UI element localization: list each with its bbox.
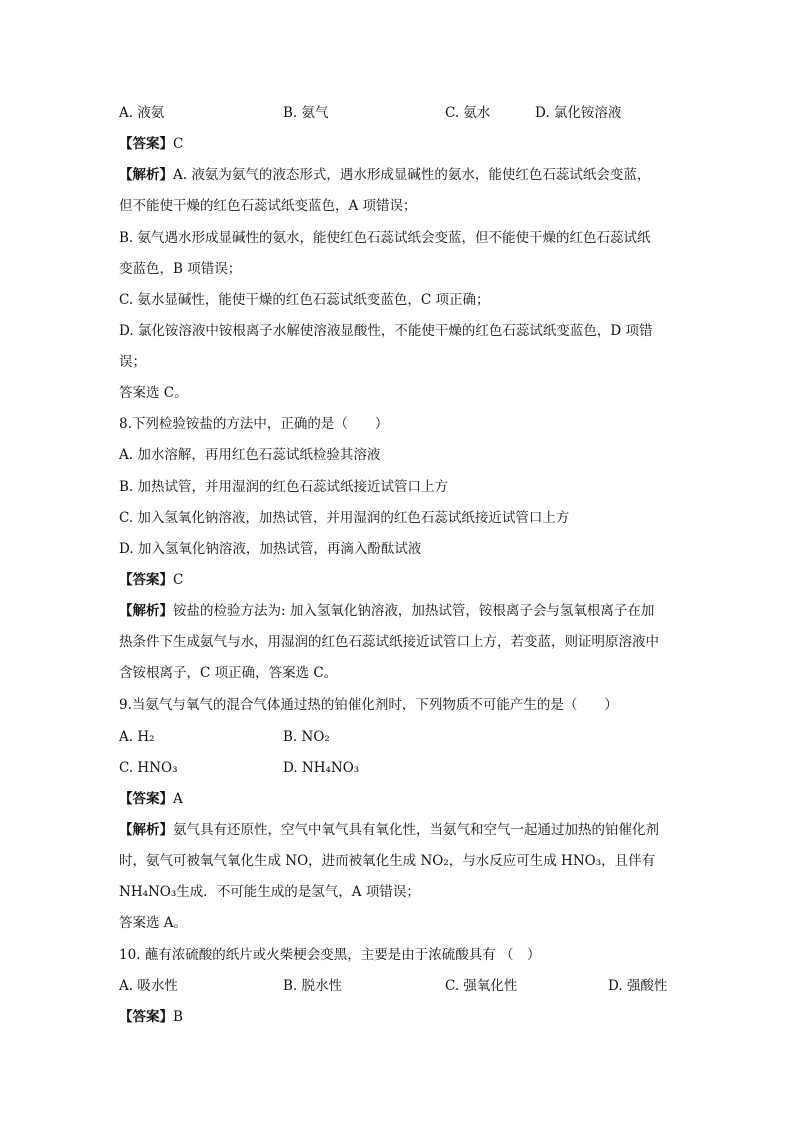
q7-analysis-line-3: B. 氨气遇水形成显碱性的氨水，能使红色石蕊试纸会变蓝，但不能使干燥的红色石蕊试纸 [119,230,651,246]
q7-option-d: D. 氯化铵溶液 [535,105,622,121]
q9-answer [119,790,183,808]
q9-option-b: B. NO₂ [283,729,330,745]
q7-analysis-line-4: 变蓝色，B 项错误； [119,261,242,277]
q10-answer [119,1008,183,1026]
answer-value: B [173,1009,183,1025]
answer-label: 【答案】 [119,791,173,807]
answer-value: C [173,136,184,152]
analysis-text: A. 液氨为氨气的液态形式，遇水形成显碱性的氨水，能使红色石蕊试纸会变蓝， [173,167,651,183]
q7-conclusion: 答案选 C。 [119,385,188,401]
q7-option-c: C. 氨水 [445,105,491,121]
q10-option-d: D. 强酸性 [608,978,668,994]
q8-analysis-line-2: 热条件下生成氨气与水，用湿润的红色石蕊试纸接近试管口上方，若变蓝，则证明原溶液中 [119,634,659,650]
q7-analysis-line-2: 但不能使干燥的红色石蕊试纸变蓝色，A 项错误； [119,198,417,214]
q7-analysis-line-7: 误； [119,354,146,370]
q9-analysis-line-2: 时，氨气可被氧气氧化生成 NO，进而被氧化生成 NO₂，与水反应可生成 HNO₃，且伴有 [119,853,656,869]
q8-answer [119,571,183,589]
q9-conclusion: 答案选 A。 [119,915,188,931]
answer-label: 【答案】 [119,1009,173,1025]
q8-option-c: C. 加入氢氧化钠溶液，加热试管，并用湿润的红色石蕊试纸接近试管口上方 [119,510,570,526]
answer-label: 【答案】 [119,572,173,588]
q8-option-b: B. 加热试管，并用湿润的红色石蕊试纸接近试管口上方 [119,479,449,495]
q9-option-a: A. H₂ [119,729,155,745]
q8-stem: 8.下列检验铵盐的方法中，正确的是（ ） [119,416,389,432]
answer-value: A [173,791,183,807]
q7-analysis-line-5: C. 氨水显碱性，能使干燥的红色石蕊试纸变蓝色，C 项正确； [119,292,490,308]
answer-label: 【答案】 [119,136,173,152]
analysis-label: 【解析】 [119,822,173,838]
q7-option-b: B. 氨气 [283,105,329,121]
q10-stem: 10. 蘸有浓硫酸的纸片或火柴梗会变黑，主要是由于浓硫酸具有 （ ） [119,947,541,963]
q8-analysis-line-1 [119,602,654,620]
q7-analysis-line-6: D. 氯化铵溶液中铵根离子水解使溶液显酸性，不能使干燥的红色石蕊试纸变蓝色，D 项错 [119,323,653,339]
q7-analysis-line-1 [119,166,650,184]
q7-option-a: A. 液氨 [119,105,165,121]
q8-option-d: D. 加入氢氧化钠溶液，加热试管，再滴入酚酞试液 [119,541,422,557]
analysis-label: 【解析】 [119,167,173,183]
q9-option-c: C. HNO₃ [119,760,178,776]
q9-analysis-line-3: NH₄NO₃生成．不可能生成的是氢气，A 项错误； [119,884,420,900]
q7-answer [119,135,183,153]
q10-option-b: B. 脱水性 [283,978,343,994]
q8-analysis-line-3: 含铵根离子，C 项正确，答案选 C。 [119,665,338,681]
q9-analysis-line-1 [119,821,659,839]
q8-option-a: A. 加水溶解，再用红色石蕊试纸检验其溶液 [119,447,381,463]
q9-option-d: D. NH₄NO₃ [283,760,360,776]
analysis-text: 氨气具有还原性，空气中氧气具有氧化性，当氨气和空气一起通过加热的铂催化剂 [173,822,659,838]
answer-value: C [173,572,184,588]
q9-stem: 9.当氨气与氧气的混合气体通过热的铂催化剂时，下列物质不可能产生的是（ ） [119,697,618,713]
q10-option-a: A. 吸水性 [119,978,178,994]
q10-option-c: C. 强氧化性 [445,978,518,994]
analysis-text: 铵盐的检验方法为: 加入氢氧化钠溶液，加热试管，铵根离子会与氢氧根离子在加 [173,603,655,619]
analysis-label: 【解析】 [119,603,173,619]
